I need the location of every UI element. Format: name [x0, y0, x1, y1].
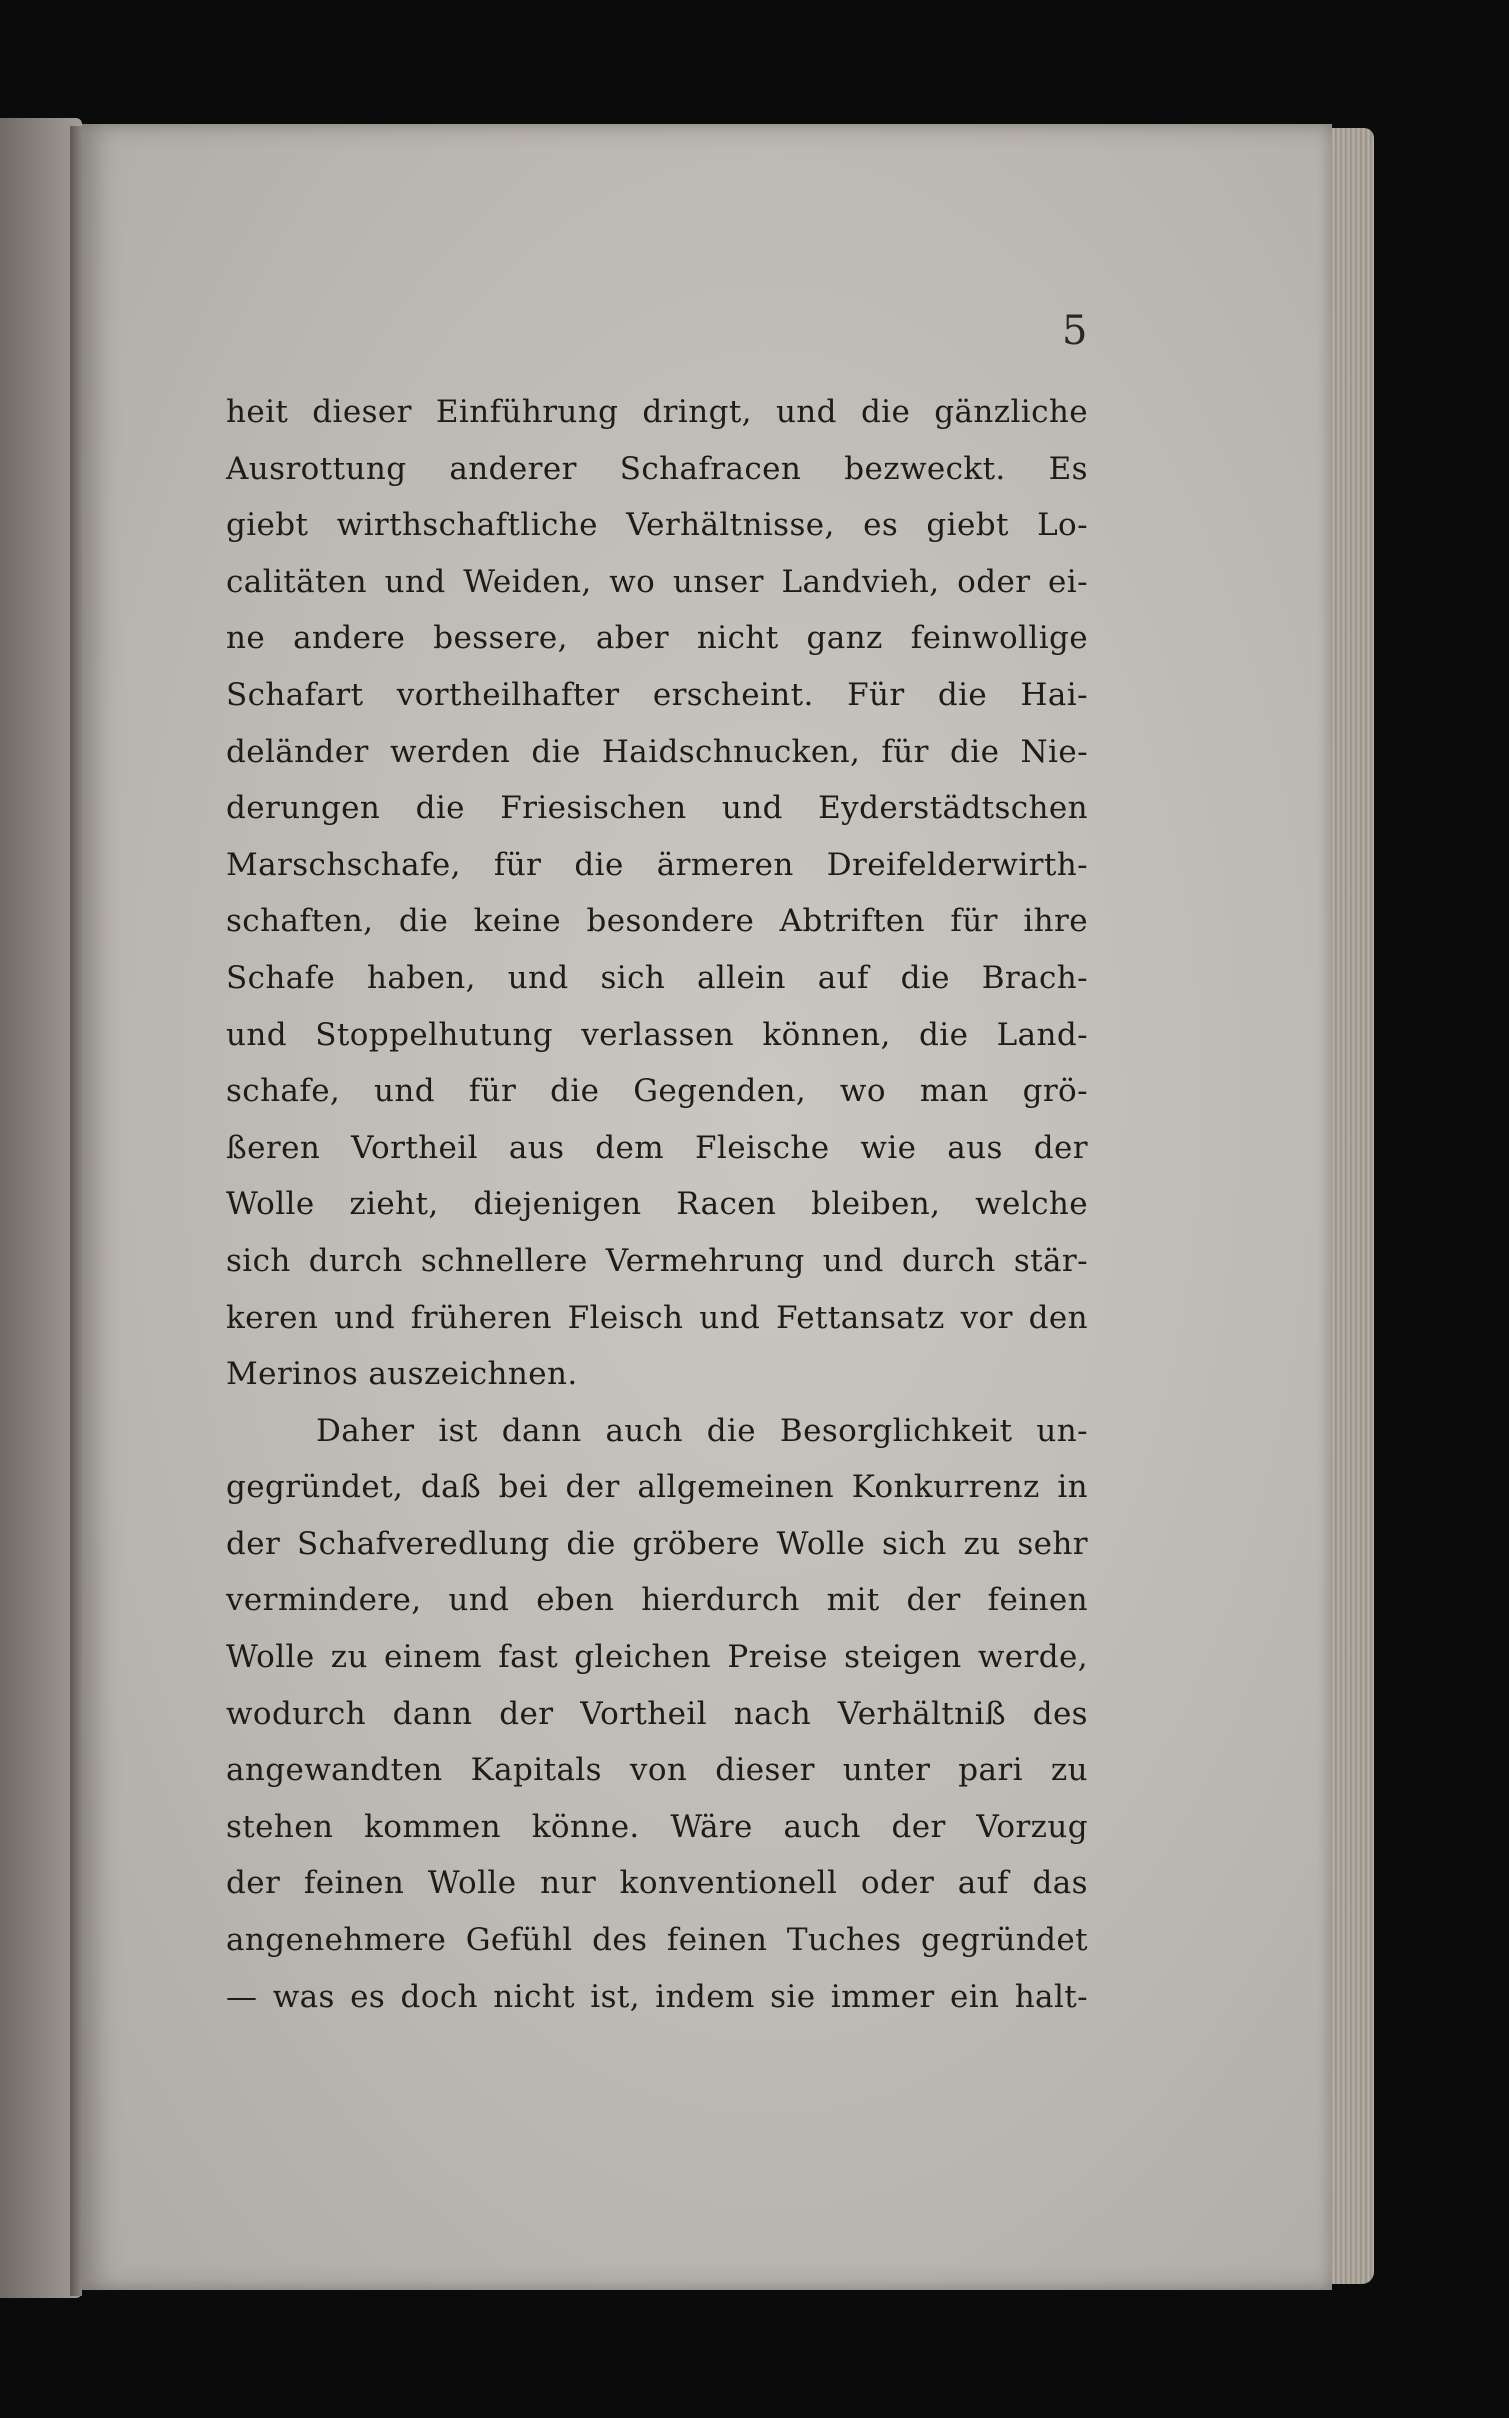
text-line: vermindere, und eben hierdurch mit der feinen — [226, 1582, 1088, 1619]
paragraph-2 — [226, 1403, 1088, 2026]
text-line: heit dieser Einführung dringt, und die gänzliche — [226, 394, 1088, 430]
text-line: derungen die Friesischen und Eyderstädtschen — [226, 790, 1088, 827]
text-line: deländer werden die Haidschnucken, für die Nie- — [226, 733, 1088, 770]
text-line: Ausrottung anderer Schafracen bezweckt. Es — [226, 450, 1088, 487]
gutter-shadow — [70, 126, 82, 2296]
text-line: Merinos auszeichnen. — [226, 1356, 578, 1393]
text-line: angewandten Kapitals von dieser unter pari zu — [226, 1752, 1088, 1789]
text-line: und Stoppelhutung verlassen können, die Land- — [226, 1016, 1088, 1053]
text-line: Wolle zieht, diejenigen Racen bleiben, welche — [226, 1186, 1088, 1223]
text-line: Daher ist dann auch die Besorglichkeit un- — [316, 1412, 1088, 1449]
text-line: Schafart vortheilhafter erscheint. Für die Hai- — [226, 676, 1088, 713]
text-line: calitäten und Weiden, wo unser Landvieh, oder ei- — [226, 563, 1088, 600]
page-number: 5 — [1062, 308, 1088, 354]
text-line: sich durch schnellere Vermehrung und durch stär- — [226, 1242, 1088, 1279]
text-line: ßeren Vortheil aus dem Fleische wie aus der — [226, 1129, 1088, 1166]
text-line: ne andere bessere, aber nicht ganz feinwollige — [226, 620, 1088, 657]
text-line: angenehmere Gefühl des feinen Tuches gegründet — [226, 1922, 1088, 1959]
text-line: der Schafveredlung die gröbere Wolle sich zu sehr — [226, 1525, 1088, 1562]
text-line: giebt wirthschaftliche Verhältnisse, es giebt Lo- — [226, 507, 1088, 544]
body-text — [226, 384, 1088, 2025]
text-line: schaften, die keine besondere Abtriften für ihre — [226, 903, 1088, 940]
text-line: — was es doch nicht ist, indem sie immer ein halt- — [226, 1978, 1088, 2015]
text-line: wodurch dann der Vortheil nach Verhältniß des — [226, 1695, 1088, 1732]
text-line: keren und früheren Fleisch und Fettansatz vor den — [226, 1299, 1088, 1336]
text-line: stehen kommen könne. Wäre auch der Vorzug — [226, 1808, 1088, 1845]
text-line: Marschschafe, für die ärmeren Dreifelderwirth- — [226, 846, 1088, 883]
text-line: Schafe haben, und sich allein auf die Brach- — [226, 959, 1088, 996]
text-line: Wolle zu einem fast gleichen Preise steigen werde, — [226, 1639, 1088, 1676]
text-line: schafe, und für die Gegenden, wo man grö- — [226, 1073, 1088, 1110]
text-line: gegründet, daß bei der allgemeinen Konkurrenz in — [226, 1469, 1088, 1506]
text-line: der feinen Wolle nur konventionell oder auf das — [226, 1865, 1088, 1902]
paragraph-1 — [226, 384, 1088, 1403]
